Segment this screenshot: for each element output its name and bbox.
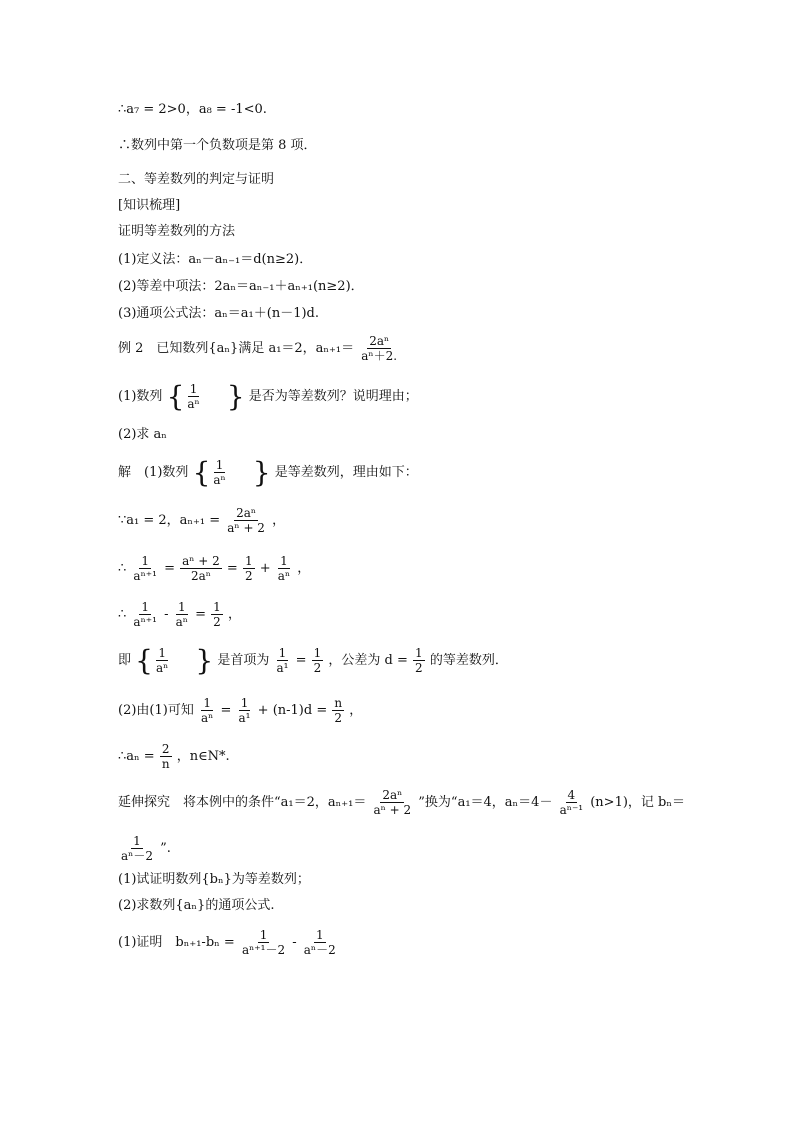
solution-answer: ∴aₙ = $\frac{2}{n}$ ，n∈N*. bbox=[118, 742, 230, 771]
solution-given: ∵a₁ = 2，aₙ₊₁ = $\frac{\text{2aⁿ}}{\text{aⁿ + 2}}$ ， bbox=[118, 506, 286, 535]
solution-reciprocal: ∴ $\frac{1}{\text{aⁿ⁺¹}}$ = $\frac{\text{aⁿ + 2}}{\text{2aⁿ}}$ = $\frac{1}{2}$ + $\frac{1}{\text{aⁿ}}$ ， bbox=[118, 554, 311, 583]
brace-set: { $\frac{1}{\text{aⁿ}}$ } bbox=[166, 379, 245, 413]
question-2: (2)求 aₙ bbox=[118, 427, 167, 442]
fraction: $\frac{\text{2aⁿ}}{\text{aⁿ＋2.}}$ bbox=[361, 334, 398, 363]
method-middle-term: (2)等差中项法：2aₙ＝aₙ₋₁＋aₙ₊₁(n≥2)． bbox=[118, 279, 364, 294]
extension-bn-definition: $\frac{1}{\text{aⁿ－2}}$ ”. bbox=[121, 834, 171, 863]
solution-difference: ∴ $\frac{1}{\text{aⁿ⁺¹}}$ ‑ $\frac{1}{\text{aⁿ}}$ = $\frac{1}{2}$ ， bbox=[118, 600, 241, 629]
extension-proof: (1)证明 bₙ₊₁‑bₙ = $\frac{1}{\text{aⁿ⁺¹－2}}$ ‑ $\frac{1}{\text{aⁿ－2}}$ bbox=[118, 928, 336, 957]
section-heading: 二、等差数列的判定与证明 bbox=[118, 172, 275, 187]
solution-part-2: (2)由(1)可知 $\frac{1}{\text{aⁿ}}$ = $\frac{1}{\text{a¹}}$ + (n‑1)d = $\frac{n}{2}$ ， bbox=[118, 696, 363, 725]
extension-statement: 延伸探究 将本例中的条件“a₁＝2，aₙ₊₁＝ $\frac{\text{2aⁿ}}{\text{aⁿ + 2}}$ ”换为“a₁＝4，aₙ＝4－ $\frac{4}{\text{aⁿ⁻¹}}$ (n>1)，记 bₙ＝ bbox=[118, 788, 685, 817]
method-general-term: (3)通项公式法：aₙ＝a₁＋(n－1)d. bbox=[118, 306, 319, 321]
text-line-a7-a8: ∴a₇ = 2>0，a₈ = ‑1<0. bbox=[118, 102, 267, 117]
example-2-statement: 例 2 已知数列{aₙ}满足 a₁＝2，aₙ₊₁＝ $\frac{\text{2aⁿ}}{\text{aⁿ＋2.}}$ bbox=[118, 334, 398, 363]
solution-intro: 解 (1)数列 { $\frac{1}{\text{aⁿ}}$ } 是等差数列，理由如下： bbox=[118, 455, 418, 489]
extension-question-1: (1)试证明数列{bₙ}为等差数列； bbox=[118, 872, 310, 887]
text-line-first-negative: ∴数列中第一个负数项是第 8 项． bbox=[118, 138, 317, 153]
method-title: 证明等差数列的方法 bbox=[118, 224, 236, 239]
knowledge-tag: [知识梳理] bbox=[118, 198, 181, 213]
solution-conclusion: 即 { $\frac{1}{\text{aⁿ}}$ } 是首项为 $\frac{1}{\text{a¹}}$ = $\frac{1}{2}$ ，公差为 d = $\frac{1}{2}$ 的等差数列． bbox=[118, 643, 508, 677]
question-1: (1)数列 { $\frac{1}{\text{aⁿ}}$ } 是否为等差数列？说明理由； bbox=[118, 379, 418, 413]
brace-set: { $\frac{1}{\text{aⁿ}}$ } bbox=[192, 455, 271, 489]
method-definition: (1)定义法：aₙ－aₙ₋₁＝d(n≥2)． bbox=[118, 252, 313, 267]
extension-question-2: (2)求数列{aₙ}的通项公式. bbox=[118, 898, 275, 913]
